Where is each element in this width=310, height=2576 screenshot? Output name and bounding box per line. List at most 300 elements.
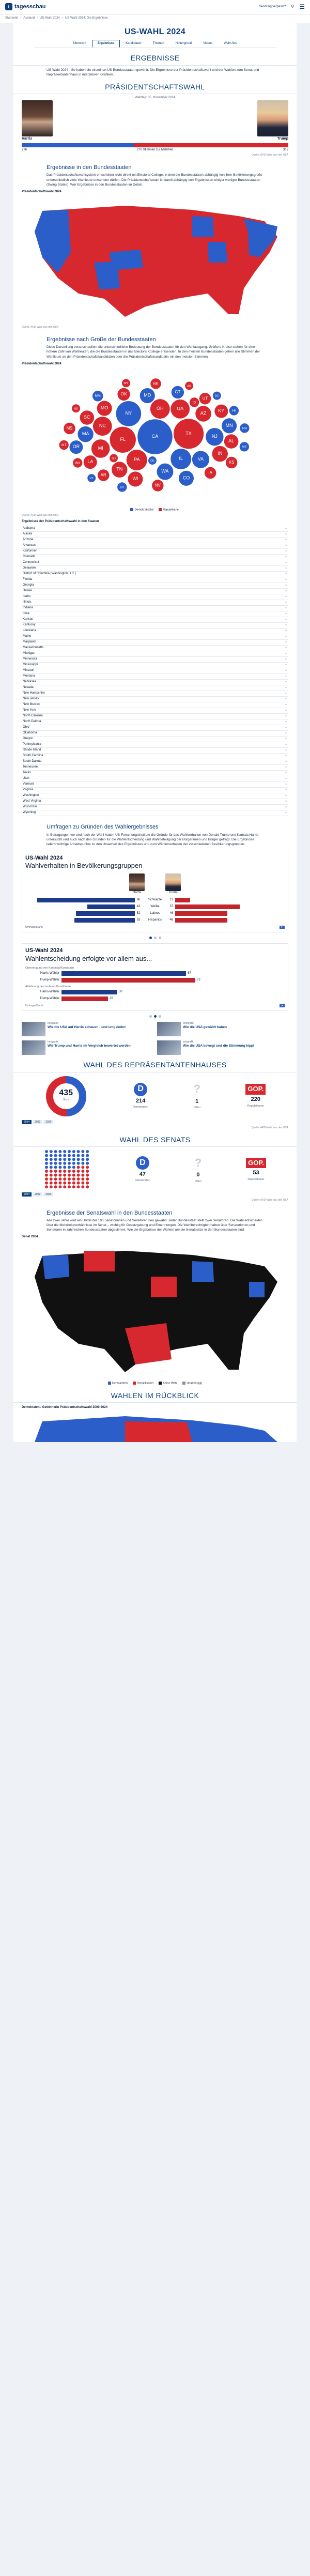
chevron-down-icon: ⌄ <box>284 640 287 644</box>
senate-seat <box>77 1173 80 1176</box>
card1-title: Wahlverhalten in Bevölkerungsgruppen <box>25 862 143 870</box>
senate-seat <box>68 1150 71 1153</box>
senate-map[interactable] <box>22 1240 288 1380</box>
senate-map-legend: Demokraten Republikaner Keine Wahl Unabhängig <box>13 1382 297 1386</box>
state-name: Iowa <box>23 612 29 616</box>
tab-5[interactable]: Videos <box>203 41 213 45</box>
state-row[interactable] <box>22 697 288 702</box>
teaser-title[interactable]: Wie die USA auf Harris schauen - und umgekehrt <box>48 1025 126 1029</box>
senate-seat <box>63 1177 66 1180</box>
brand-logo[interactable] <box>5 3 46 10</box>
senate-seat <box>81 1166 84 1169</box>
card2-title: Wahlentscheidung erfolgte vor allem aus... <box>25 954 152 962</box>
senate-seat <box>81 1154 84 1157</box>
senate-seat <box>58 1185 61 1188</box>
house-results <box>22 1075 288 1118</box>
bubble-label: NJ <box>211 434 218 439</box>
survey-group: Hispanics <box>148 918 162 922</box>
state-row[interactable] <box>22 623 288 628</box>
senate-seat <box>68 1154 71 1157</box>
senate-seat <box>50 1161 53 1164</box>
state-name: Tennessee <box>23 765 38 769</box>
chevron-down-icon: ⌄ <box>284 726 287 729</box>
state-name: District of Columbia (Washington D.C.) <box>23 572 76 576</box>
bubble-label: OR <box>72 444 80 450</box>
survey2-row <box>25 971 285 977</box>
state-row[interactable] <box>22 799 288 805</box>
state-row[interactable] <box>22 702 288 708</box>
senate-year-tab[interactable]: 2022 <box>33 1192 42 1197</box>
senate-seat <box>77 1170 80 1173</box>
history-map[interactable] <box>22 1411 288 1442</box>
state-name: Colorado <box>23 555 36 559</box>
electoral-vote-bar <box>22 143 288 147</box>
states-map-text: Das Präsidentschaftswahlsystem entscheidet nicht direkt mit Electoral College, in dem die Bundesstaaten abhängig von ihrer Bevölkerungsgröße unterschiedlich viele Wahlleute entsenden dürfen. Die Präsidentschaftswahl ist damit abhängig von Ergebnissen einiger weniger Bundesstaaten (Swing States). Wer Ergebnisse in den Bundesstaaten im Detail. <box>47 173 262 187</box>
bubble-label: ID <box>192 401 196 405</box>
senate-seat <box>45 1161 48 1164</box>
map-illinois <box>208 242 227 263</box>
senate-seat <box>54 1177 57 1180</box>
senate-seat <box>50 1185 53 1188</box>
bubble-label: HI <box>232 409 236 413</box>
state-row[interactable] <box>22 782 288 788</box>
senate-seat <box>58 1161 61 1164</box>
chevron-down-icon: ⌄ <box>284 635 287 638</box>
tab-4[interactable]: Hintergrund <box>175 41 192 45</box>
bubble-label: IL <box>179 456 183 462</box>
bubble-text: Diese Darstellung veranschaulicht die unterschiedliche Bedeutung der Bundesstaaten für den Wahlausgang. Größere Kreise stehen für eine höhere Zahl von Wahlleuten, die die Bundesstaaten in das Electoral College entsenden. In den meisten Bundesstaaten gehen alle Stimmen der Wahlleute an den Präsidentschaftskandidaten oder die Präsidentschaftskandidatin mit den meisten Stimmen. <box>47 345 260 359</box>
state-name: Louisiana <box>23 629 36 633</box>
teaser-thumbnail <box>22 1040 45 1055</box>
senate-seat <box>50 1177 53 1180</box>
senate-seat <box>50 1166 53 1169</box>
senate-seat <box>81 1181 84 1184</box>
state-row[interactable] <box>22 719 288 725</box>
state-row[interactable] <box>22 617 288 623</box>
state-row[interactable] <box>22 657 288 663</box>
teaser-thumbnail <box>157 1022 181 1036</box>
senate-seat <box>54 1181 57 1184</box>
state-row[interactable] <box>22 674 288 680</box>
senate-seat <box>45 1185 48 1188</box>
senate-results <box>22 1149 288 1190</box>
senate-seat <box>68 1166 71 1169</box>
logo-icon: t <box>5 3 12 10</box>
chevron-down-icon: ⌄ <box>284 663 287 667</box>
senate-seat-grid <box>44 1149 90 1190</box>
bubble-label: MI <box>98 446 103 451</box>
senate-seat <box>50 1158 53 1161</box>
senate-seat <box>72 1158 75 1161</box>
state-row[interactable] <box>22 725 288 731</box>
senate-seat <box>45 1170 48 1173</box>
senate-seat <box>86 1185 89 1188</box>
chevron-down-icon: ⌄ <box>284 754 287 758</box>
card2-group1: Überzeugung von Kandidat/Kandidatin <box>25 966 74 970</box>
survey2-value: 25 <box>110 996 113 1000</box>
chevron-down-icon: ⌄ <box>284 589 287 593</box>
senate-wa <box>42 1255 69 1279</box>
carousel-dots-2[interactable] <box>13 1015 297 1018</box>
state-name: Indiana <box>23 606 33 610</box>
bubble-label: KY <box>218 408 225 414</box>
state-row[interactable] <box>22 793 288 799</box>
search-icon[interactable]: ⚲ <box>291 4 295 9</box>
chevron-down-icon: ⌄ <box>284 692 287 695</box>
senate-seat <box>68 1170 71 1173</box>
breadcrumb-separator: › <box>37 17 38 20</box>
bubble-label: CA <box>151 434 159 439</box>
map-northeast <box>244 219 277 257</box>
senate-seat <box>72 1177 75 1180</box>
dem-logo-icon: D <box>134 1083 147 1096</box>
state-row[interactable] <box>22 663 288 668</box>
tab-3[interactable]: Themen <box>152 41 164 45</box>
survey-group: Latinos <box>150 911 160 915</box>
results-heading: ERGEBNISSE <box>13 53 297 65</box>
bubble-label: AR <box>100 472 106 478</box>
senate-year-tabs[interactable] <box>22 1192 288 1197</box>
senate-seat <box>58 1177 61 1180</box>
senate-seat <box>50 1173 53 1176</box>
menu-icon[interactable]: ☰ <box>299 3 305 10</box>
state-row[interactable] <box>22 611 288 617</box>
teaser-item[interactable] <box>157 1040 288 1055</box>
state-row[interactable] <box>22 771 288 776</box>
breadcrumb-item[interactable]: Ausland <box>23 17 35 20</box>
state-row[interactable] <box>22 651 288 657</box>
chevron-down-icon: ⌄ <box>284 703 287 707</box>
state-row[interactable] <box>22 646 288 651</box>
bubble-label: NY <box>125 410 132 416</box>
state-name: Kansas <box>23 618 34 621</box>
senate-seat <box>58 1150 61 1153</box>
history-map-rep <box>125 1421 192 1442</box>
bubble-label: TX <box>185 431 192 436</box>
harris-bar <box>87 904 135 909</box>
senate-map-label: Senat 2024 <box>22 1235 38 1239</box>
breadcrumb-item[interactable]: US-Wahl 2024 <box>40 17 60 20</box>
senate-seat <box>77 1154 80 1157</box>
state-name: New Jersey <box>23 697 39 701</box>
chevron-down-icon: ⌄ <box>284 697 287 701</box>
state-row[interactable] <box>22 538 288 543</box>
state-name: New Hampshire <box>23 692 45 695</box>
senate-seat <box>72 1161 75 1164</box>
senate-year-tab[interactable]: 2024 <box>22 1192 32 1197</box>
bubble-chart[interactable] <box>22 367 288 507</box>
survey2-row <box>25 989 285 995</box>
bubble-label: RI <box>120 485 124 489</box>
survey-row <box>25 917 285 924</box>
senate-seat <box>68 1161 71 1164</box>
senate-seat <box>54 1161 57 1164</box>
bubble-label: SD <box>112 457 116 461</box>
state-name: New Mexico <box>23 703 40 707</box>
senate-seat <box>81 1150 84 1153</box>
harris-value: 53 <box>136 918 141 922</box>
bubble-label: FL <box>120 437 126 442</box>
states-map-label: Präsidentschaftswahl 2024 <box>22 190 61 193</box>
senate-seat <box>45 1177 48 1180</box>
bubble-label: DE <box>150 459 154 463</box>
state-row[interactable] <box>22 555 288 560</box>
senate-seat <box>81 1173 84 1176</box>
state-row[interactable] <box>22 708 288 714</box>
state-row[interactable] <box>22 759 288 765</box>
state-row[interactable] <box>22 634 288 640</box>
carousel-dots-1[interactable] <box>13 937 297 939</box>
state-name: Maine <box>23 635 32 638</box>
bubble-label: MS <box>66 426 73 431</box>
harris-bar <box>37 898 135 902</box>
senate-seat <box>45 1150 48 1153</box>
bubble-label: MT <box>61 443 67 448</box>
state-row[interactable] <box>22 765 288 771</box>
state-list-title: Ergebnisse der Präsidentschaftswahl in den Staaten <box>22 520 99 524</box>
senate-seat <box>68 1173 71 1176</box>
teaser-item[interactable] <box>22 1022 153 1036</box>
bubble-label: PA <box>134 457 140 463</box>
state-row[interactable] <box>22 748 288 754</box>
chevron-down-icon: ⌄ <box>284 618 287 621</box>
map-minnesota <box>192 216 214 237</box>
house-donut <box>44 1075 88 1118</box>
senate-seat <box>86 1161 89 1164</box>
share-icon[interactable]: ➤ <box>280 1004 285 1008</box>
house-year-tab[interactable]: 2024 <box>22 1120 32 1125</box>
senate-seat <box>77 1177 80 1180</box>
chevron-down-icon: ⌄ <box>284 527 287 530</box>
senate-seat <box>63 1150 66 1153</box>
senate-seat <box>72 1154 75 1157</box>
bubble-label: GA <box>177 406 184 411</box>
state-row[interactable] <box>22 600 288 606</box>
teaser-title[interactable]: Wie die USA bewegt und die Stimmung kippt <box>183 1044 255 1048</box>
senate-seat <box>86 1150 89 1153</box>
state-name: Rhode Island <box>23 748 41 752</box>
state-name: Nebraska <box>23 680 36 684</box>
senate-seat <box>77 1161 80 1164</box>
map-republican-fill <box>35 206 277 317</box>
senate-seat <box>58 1154 61 1157</box>
senate-seat <box>58 1181 61 1184</box>
state-name: Pennsylvania <box>23 743 41 746</box>
card1-source[interactable]: Umfrage/Stand <box>25 925 43 929</box>
state-row[interactable] <box>22 754 288 759</box>
senate-seat <box>72 1173 75 1176</box>
survey2-row <box>25 996 285 1002</box>
senate-seat <box>77 1150 80 1153</box>
house-year-tab[interactable]: 2020 <box>43 1120 53 1125</box>
chevron-down-icon: ⌄ <box>284 811 287 815</box>
bubble-label: ND <box>74 407 79 411</box>
state-name: Virginia <box>23 788 33 792</box>
chevron-down-icon: ⌄ <box>284 714 287 718</box>
harris-ev: 226 <box>22 148 27 151</box>
state-row[interactable] <box>22 594 288 600</box>
state-row[interactable] <box>22 566 288 572</box>
survey2-group: Harris-Wähler <box>40 990 59 993</box>
card1-candidates <box>25 873 285 895</box>
state-row[interactable] <box>22 788 288 793</box>
chevron-down-icon: ⌄ <box>284 606 287 610</box>
top-bar <box>0 0 310 14</box>
state-row[interactable] <box>22 691 288 697</box>
card1-bars <box>25 897 285 924</box>
search-label[interactable]: Sendung verpasst? <box>259 5 286 8</box>
legend-rep: Republikaner <box>159 508 179 512</box>
results-intro: US-Wahl 2024 - So haben die einzelnen US-Bundesstaaten gewählt. Die Ergebnisse der Präsidentschaftswahl und der Wahlen zum Senat und Repräsentantenhaus in interaktiven Grafiken. <box>47 68 259 76</box>
breadcrumb-item[interactable]: Startseite <box>5 17 19 20</box>
card2-source[interactable]: Umfrage/Stand <box>25 1004 43 1007</box>
state-name: Texas <box>23 771 31 775</box>
state-row[interactable] <box>22 606 288 611</box>
survey-group: Schwarze <box>148 898 162 901</box>
bubble-label: MN <box>225 423 233 428</box>
chevron-down-icon: ⌄ <box>284 737 287 741</box>
senate-seat <box>50 1170 53 1173</box>
senate-seat <box>63 1154 66 1157</box>
trump-ev-bar <box>134 143 288 147</box>
state-name: North Dakota <box>23 720 41 724</box>
house-heading: WAHL DES REPRÄSENTANTENHAUSES <box>13 1060 297 1072</box>
umfragen-text: In Befragungen vor und nach der Wahl hatten US-Forschungsinstitute die Gründe für das Wahlverhalten von Donald Trump und Kamala Harris untersucht und auch nach den Gründen für die Wahlentscheidung und Wahlbeteiligung der Bürgerinnen und Bürger gefragt. Die Ergebnisse liefern wichtige Anhaltspunkte zu den Ursachen des Ergebnisses und zum Wählerverhalten der verschiedenen Bevölkerungsgruppen. <box>47 833 258 846</box>
trump-value: 46 <box>169 911 174 915</box>
house-year-tab[interactable]: 2022 <box>33 1120 42 1125</box>
state-row[interactable] <box>22 742 288 748</box>
senate-seat <box>81 1158 84 1161</box>
state-name: North Carolina <box>23 714 43 718</box>
state-row[interactable] <box>22 810 288 816</box>
card2-bars-b <box>25 989 285 1002</box>
senate-seat <box>77 1166 80 1169</box>
senate-seat <box>81 1177 84 1180</box>
state-row[interactable] <box>22 532 288 538</box>
state-row[interactable] <box>22 737 288 742</box>
bubble-label: DC <box>214 394 219 398</box>
bubble-label: AZ <box>200 410 207 416</box>
senate-seat <box>81 1161 84 1164</box>
state-row[interactable] <box>22 560 288 566</box>
card2-group2: Ablehnung des anderen Kandidaten <box>25 985 71 988</box>
breadcrumb-separator: › <box>20 17 22 20</box>
breadcrumb-item[interactable]: US-Wahl 2024: Die Ergebnisse <box>65 17 108 20</box>
legend-dem: Demokratische <box>130 508 153 512</box>
state-row[interactable] <box>22 577 288 583</box>
senate-seat <box>63 1166 66 1169</box>
majority-note: 270 Stimmen zur Mehrheit <box>136 148 174 151</box>
state-row[interactable] <box>22 714 288 719</box>
bubble-label: NH <box>242 426 247 431</box>
chevron-down-icon: ⌄ <box>284 805 287 809</box>
teaser-item[interactable] <box>22 1040 153 1055</box>
teaser-title[interactable]: Wie Trump und Harris im Vergleich bewertet werden <box>48 1044 131 1048</box>
state-row[interactable] <box>22 668 288 674</box>
bubble-label: CT <box>175 389 181 395</box>
teaser-item[interactable] <box>157 1022 288 1036</box>
tab-1[interactable]: Ergebnisse <box>92 40 120 48</box>
senate-map-text: Alle zwei Jahre wird ein Drittel der 100 Senatorinnen und Senatoren neu gewählt. Jeder Bundesstaat stellt zwei Senatoren. Die Wahl entscheidet über die Mehrheitsverhältnisse im Senat – wichtig für Gesetzgebung und Ernennungen. Die Wahlberechtigten haben über Senatorinnen und Senatoren in zahlreichen Bundesstaaten abgestimmt. Wie die Ergebnisse der Wahlen um die Senatssitze in den Bundesstaaten sind: <box>47 1218 262 1232</box>
state-row[interactable] <box>22 549 288 555</box>
state-name: Ohio <box>23 726 29 729</box>
state-name: Montana <box>23 674 35 678</box>
senate-seat <box>58 1170 61 1173</box>
card1-harris: Harris <box>133 891 141 895</box>
state-row[interactable] <box>22 805 288 810</box>
senate-year-tab[interactable]: 2020 <box>43 1192 53 1197</box>
house-year-tabs[interactable] <box>22 1120 288 1125</box>
share-icon[interactable]: ➤ <box>280 926 285 929</box>
senate-gop: GOP. 53 Republikaner <box>246 1158 266 1182</box>
bubble-label: CO <box>182 475 190 481</box>
state-name: Hawaii <box>23 589 33 593</box>
harris-bar <box>76 911 135 916</box>
state-row[interactable] <box>22 685 288 691</box>
chevron-down-icon: ⌄ <box>284 544 287 547</box>
state-name: Nevada <box>23 686 34 689</box>
trump-bar <box>175 898 190 902</box>
chevron-down-icon: ⌄ <box>284 578 287 581</box>
gop-logo-icon: GOP. <box>245 1084 266 1095</box>
state-name: Utah <box>23 777 29 780</box>
state-name: Alaska <box>23 532 33 536</box>
state-row[interactable] <box>22 526 288 532</box>
bubble-label: WI <box>132 476 138 482</box>
chevron-down-icon: ⌄ <box>284 657 287 661</box>
teaser-title[interactable]: Wie die USA gewählt haben <box>183 1025 227 1029</box>
bubble-label: UT <box>202 396 208 401</box>
state-row[interactable] <box>22 543 288 549</box>
state-name: Vermont <box>23 783 35 786</box>
senate-seat <box>58 1166 61 1169</box>
state-row[interactable] <box>22 680 288 685</box>
tab-2[interactable]: Kandidaten <box>126 41 142 45</box>
state-name: Connecticut <box>23 561 39 564</box>
senate-seat <box>86 1181 89 1184</box>
chevron-down-icon: ⌄ <box>284 788 287 792</box>
senate-seat <box>63 1158 66 1161</box>
chevron-down-icon: ⌄ <box>284 572 287 576</box>
state-row[interactable] <box>22 731 288 737</box>
chevron-down-icon: ⌄ <box>284 538 287 542</box>
senate-seat <box>86 1173 89 1176</box>
tab-6[interactable]: Wahl Abc <box>224 41 237 45</box>
tab-0[interactable]: Übersicht <box>73 41 86 45</box>
senate-seat <box>45 1158 48 1161</box>
senate-seat <box>77 1158 80 1161</box>
president-map[interactable] <box>22 195 288 325</box>
senate-seat <box>54 1185 57 1188</box>
state-row[interactable] <box>22 628 288 634</box>
dem-logo-icon: D <box>136 1156 149 1170</box>
state-row[interactable] <box>22 640 288 646</box>
chevron-down-icon: ⌄ <box>284 532 287 536</box>
survey-row <box>25 904 285 910</box>
state-row[interactable] <box>22 589 288 594</box>
house-total: 435 <box>59 1088 73 1097</box>
state-row[interactable] <box>22 583 288 589</box>
bubble-label: ME <box>242 445 247 449</box>
card1-trump: Trump <box>168 891 178 895</box>
state-row[interactable] <box>22 776 288 782</box>
senate-seat <box>86 1154 89 1157</box>
chevron-down-icon: ⌄ <box>284 800 287 803</box>
card1-trump-photo <box>165 873 181 891</box>
senate-seat <box>63 1181 66 1184</box>
state-name: South Dakota <box>23 760 42 763</box>
state-row[interactable] <box>22 572 288 577</box>
